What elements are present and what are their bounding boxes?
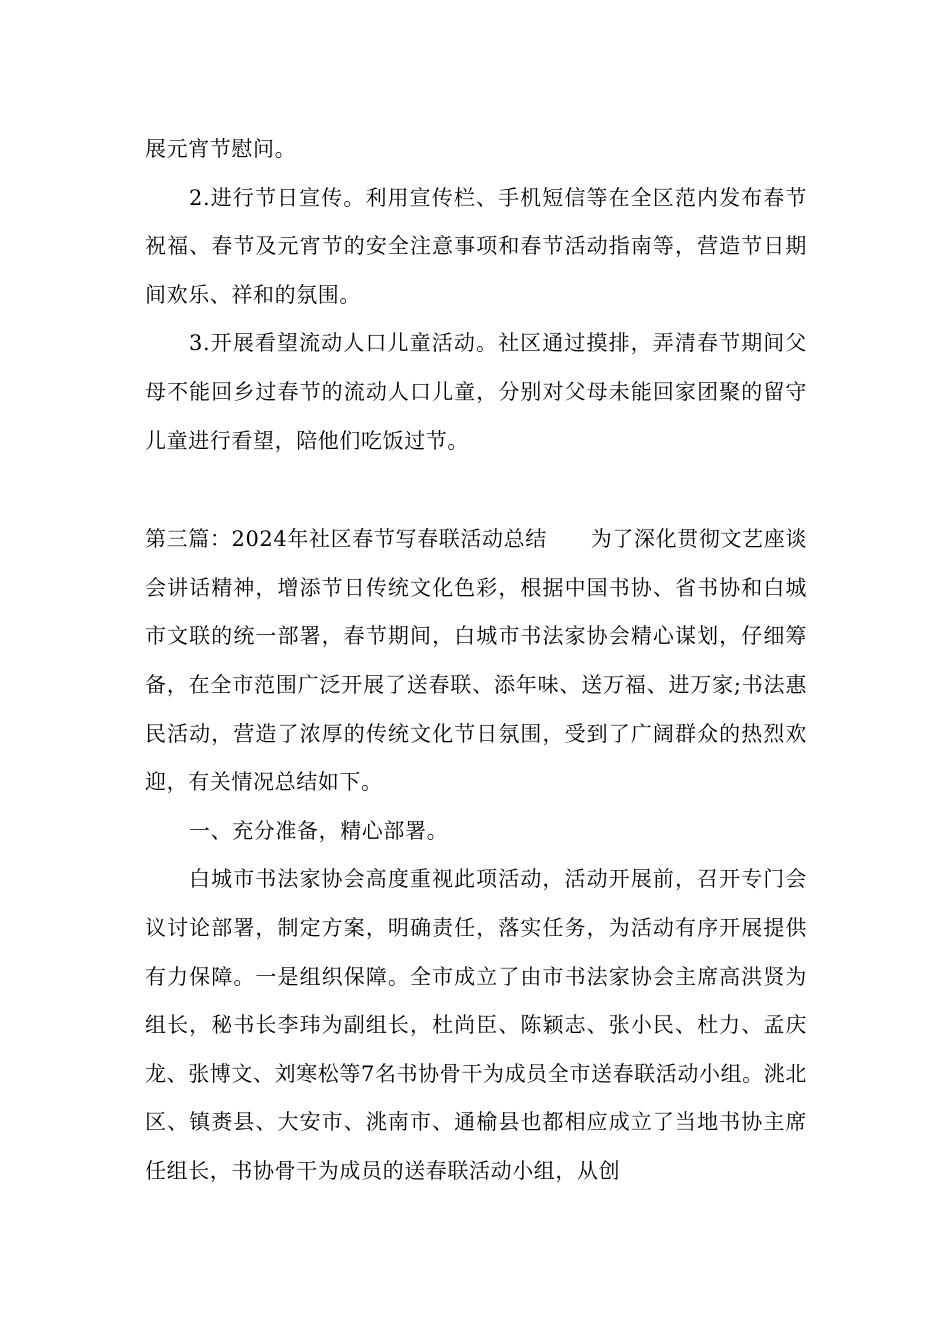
section-intro: 为了深化贯彻文艺座谈会讲话精神，增添节日传统文化色彩，根据中国书协、省书协和白城市文联的统一部署，春节期间，白城市书法家协会精心谋划，仔细筹备，在全市范围广泛开展了送春联、添年味、送万福、进万家;书法惠民活动，营造了浓厚的传统文化节日氛围，受到了广阔群众的热烈欢迎，有关情况总结如下。	[145, 527, 807, 795]
subheading: 一、充分准备，精心部署。	[189, 818, 449, 843]
body-paragraph: 白城市书法家协会高度重视此项活动，活动开展前，召开专门会议讨论部署，制定方案，明确责任，落实任务，为活动有序开展提供有力保障。一是组织保障。全市成立了由市书法家协会主席高洪贤为组长，秘书长李玮为副组长，杜尚臣、陈颖志、张小民、杜力、孟庆龙、张博文、刘寒松等7名书协骨干为成员全市送春联活动小组。洮北区、镇赉县、大安市、洮南市、通榆县也都相应成立了当地书协主席任组长，书协骨干为成员的送春联活动小组，从创	[145, 867, 807, 1183]
section-paragraph	[145, 515, 807, 807]
section-title: 第三篇：2024年社区春节写春联活动总结	[145, 527, 547, 552]
section-gap	[547, 527, 591, 551]
paragraph-item-2: 2.进行节日宣传。利用宣传栏、手机短信等在全区范内发布春节祝福、春节及元宵节的安全注意事项和春节活动指南等，营造节日期间欢乐、祥和的氛围。	[145, 185, 807, 307]
document-page	[145, 125, 807, 1195]
section-spacer	[145, 465, 807, 515]
paragraph-continuation: 展元宵节慰问。	[145, 137, 297, 161]
paragraph-item-3: 3.开展看望流动人口儿童活动。社区通过摸排，弄清春节期间父母不能回乡过春节的流动人口儿童，分别对父母未能回家团聚的留守儿童进行看望，陪他们吃饭过节。	[145, 331, 807, 453]
